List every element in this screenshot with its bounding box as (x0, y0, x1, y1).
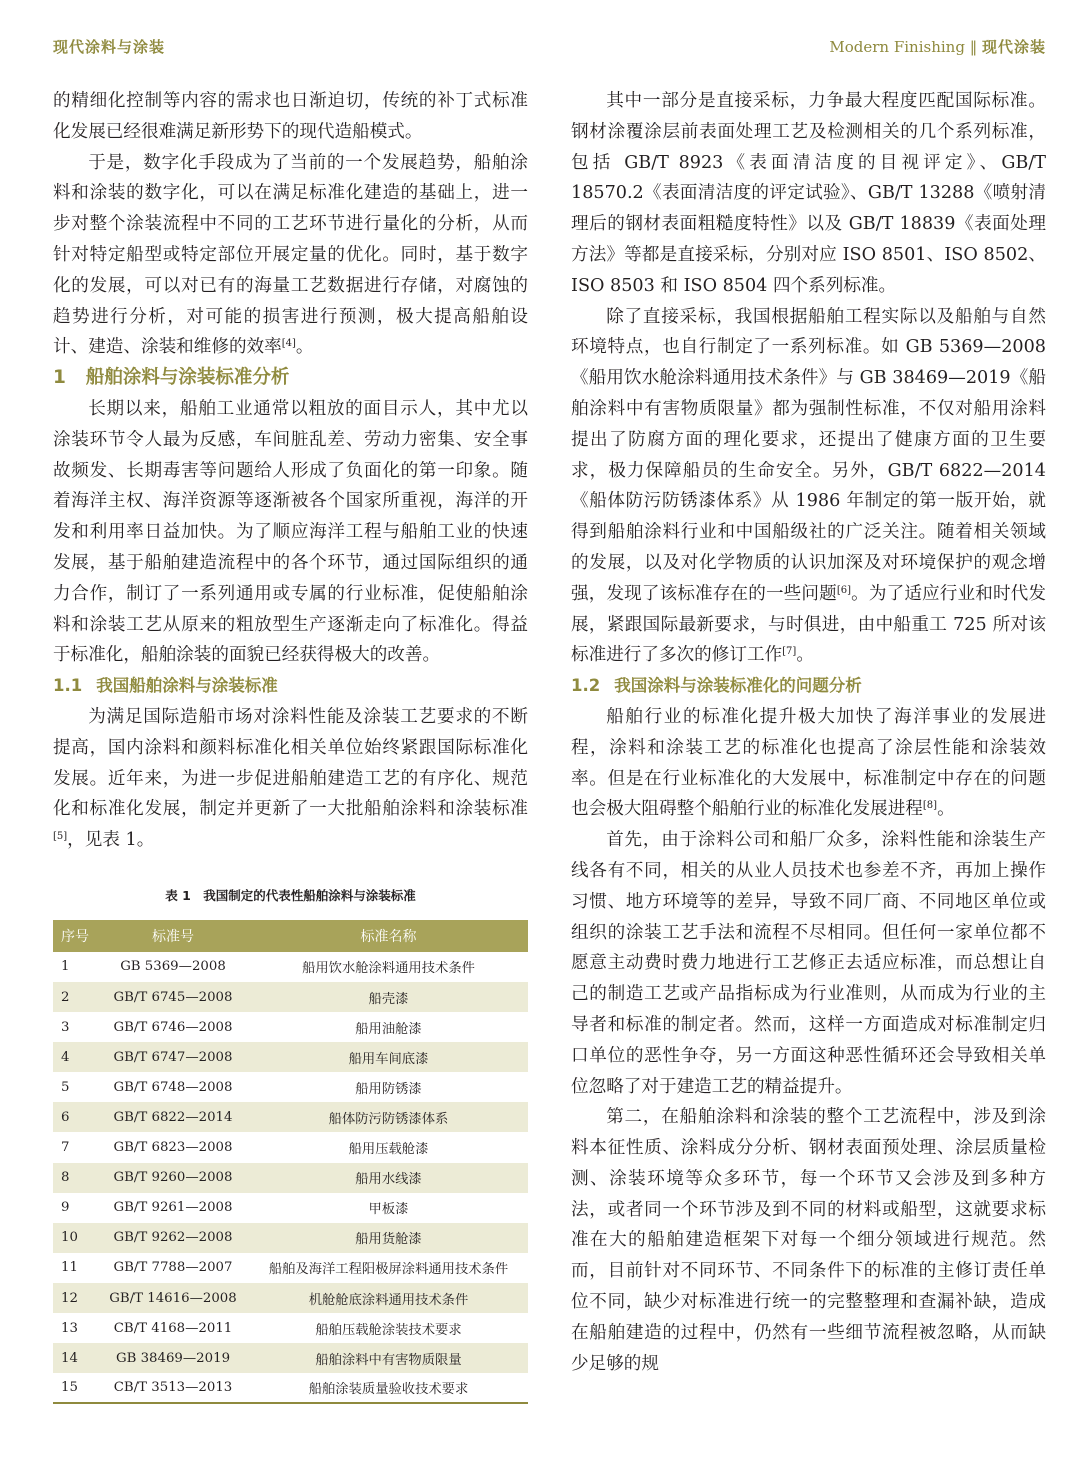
standard-name: 船用车间底漆 (249, 1042, 528, 1072)
standard-name: 船用饮水舱涂料通用技术条件 (302, 961, 475, 977)
row-index: 9 (61, 1200, 70, 1216)
column-header-index: 序号 (53, 920, 97, 952)
header-separator: ‖ (964, 38, 982, 56)
standard-name: 船用压载舱漆 (348, 1142, 429, 1158)
table-row (53, 1223, 528, 1253)
table-caption: 表 1 我国制定的代表性船舶涂料与涂装标准 (165, 887, 416, 903)
paragraph (53, 148, 528, 364)
paragraph-text: 。为了适应行业和时代发展，紧跟国际最新要求，与时俱进，由中船重工 725 所对该标准进行了多次的修订工作 (571, 583, 1046, 666)
paragraph (571, 702, 1046, 825)
standard-name: 船用防锈漆 (355, 1081, 422, 1097)
standard-name: 船体防污防锈漆体系 (249, 1102, 528, 1132)
table-row (53, 982, 528, 1012)
section-title: 船舶涂料与涂装标准分析 (85, 367, 290, 389)
paragraph-text-end: ，见表 1。 (67, 830, 155, 851)
standard-name: 船舶涂装质量验收技术要求 (249, 1373, 528, 1403)
standard-name: 船用水线漆 (249, 1163, 528, 1193)
table-row (53, 1343, 528, 1373)
table-row (53, 1313, 528, 1343)
table-row (53, 1193, 528, 1223)
row-index: 7 (61, 1140, 70, 1156)
row-index: 14 (53, 1343, 97, 1373)
row-index: 11 (61, 1260, 78, 1276)
paragraph-text: 除了直接采标，我国根据船舶工程实际以及船舶与自然环境特点，也自行制定了一系列标准。如 GB 5369—2008《船用饮水舱涂料通用技术条件》与 GB 38469—2019《船舶涂料中有害物质限量》都为强制性标准，不仅对船用涂料提出了防腐方面的理化要求，还提出了健康方面的卫生要求，极力保障船员的生命安全。另外，GB/T 6822—2014《船体防污防锈漆体系》从 1986 年制定的第一版开始，就得到船舶涂料行业和中国船级社的广泛关注。随着相关领域的发展，以及对化学物质的认识加深及对环境保护的观念增强，发现了该标准存在的一些问题 (571, 306, 1046, 604)
standard-name: 机舱舱底涂料通用技术条件 (249, 1283, 528, 1313)
standard-code: GB 38469—2019 (97, 1343, 249, 1373)
table-row (53, 1012, 528, 1042)
paragraph-text-end: 。 (295, 337, 314, 358)
row-index: 8 (53, 1163, 97, 1193)
standard-name: 船用货舱漆 (249, 1223, 528, 1253)
standard-code: GB/T 9260—2008 (97, 1163, 249, 1193)
standard-code: CB/T 3513—2013 (97, 1373, 249, 1403)
table-row (53, 1072, 528, 1102)
row-index: 10 (53, 1223, 97, 1253)
right-column (571, 86, 1046, 1379)
row-index: 13 (61, 1320, 78, 1336)
subsection-title: 我国涂料与涂装标准化的问题分析 (614, 676, 862, 696)
subsection-number: 1.2 (571, 676, 601, 696)
table-row (53, 1102, 528, 1132)
citation: [4] (281, 338, 296, 350)
standard-code: GB/T 6823—2008 (113, 1140, 233, 1156)
standard-code: GB/T 6746—2008 (113, 1019, 233, 1035)
subsection-heading (571, 671, 1046, 702)
column-header-name: 标准名称 (249, 920, 528, 952)
standard-name: 船舶涂料中有害物质限量 (249, 1343, 528, 1373)
row-index: 1 (61, 959, 70, 975)
paragraph-text-end: 。 (796, 645, 814, 666)
row-index: 2 (53, 982, 97, 1012)
standard-code: GB/T 9261—2008 (113, 1200, 233, 1216)
row-index: 6 (53, 1102, 97, 1132)
paragraph: 的精细化控制等内容的需求也日渐迫切，传统的补丁式标准化发展已经很难满足新形势下的现代造船模式。 (53, 91, 528, 142)
subsection-title: 我国船舶涂料与涂装标准 (96, 676, 278, 696)
paragraph: 长期以来，船舶工业通常以粗放的面目示人，其中尤以涂装环节令人最为反感，车间脏乱差、劳动力密集、安全事故频发、长期毒害等问题给人形成了负面化的第一印象。随着海洋主权、海洋资源等逐渐被各个国家所重视，海洋的开发和利用率日益加快。为了顺应海洋工程与船舶工业的快速发展，基于船舶建造流程中的各个环节，通过国际组织的通力合作，制订了一系列通用或专属的行业标准，促使船舶涂料和涂装工艺从原来的粗放型生产逐渐走向了标准化。得益于标准化，船舶涂装的面貌已经获得极大的改善。 (53, 398, 528, 666)
paragraph-text: 船舶行业的标准化提升极大加快了海洋事业的发展进程，涂料和涂装工艺的标准化也提高了涂层性能和涂装效率。但是在行业标准化的大发展中，标准制定中存在的问题也会极大阻碍整个船舶行业的标准化发展进程 (571, 706, 1046, 820)
standard-name: 船壳漆 (249, 982, 528, 1012)
table-row (53, 1132, 528, 1162)
paragraph: 其中一部分是直接采标，力争最大程度匹配国际标准。钢材涂覆涂层前表面处理工艺及检测相关的几个系列标准，包括 GB/T 8923《表面清洁度的目视评定》、GB/T 18570.2《表面清洁度的评定试验》、GB/T 13288《喷射清理后的钢材表面粗糙度特性》以及 GB/T 18839《表面处理方法》等都是直接采标，分别对应 ISO 8501、ISO 8502、ISO 8503 和 ISO 8504 四个系列标准。 (571, 91, 1047, 296)
table-row (53, 952, 528, 982)
table-row (53, 1283, 528, 1313)
standard-code: GB/T 7788—2007 (113, 1260, 233, 1276)
table-row (53, 1163, 528, 1193)
row-index: 4 (53, 1042, 97, 1072)
journal-title-right (829, 36, 1046, 57)
standard-code: GB/T 6745—2008 (97, 982, 249, 1012)
table-row (53, 1253, 528, 1283)
citation: [5] (53, 831, 68, 843)
row-index: 3 (61, 1019, 70, 1035)
standard-name: 船用油舱漆 (355, 1021, 422, 1037)
column-header-code: 标准号 (97, 920, 249, 952)
table-row (53, 1042, 528, 1072)
table-header-row (53, 920, 528, 952)
paragraph (571, 302, 1046, 672)
paragraph (53, 702, 528, 856)
paragraph-text-end: 。 (937, 799, 955, 820)
table-body (53, 952, 528, 1403)
paragraph: 首先，由于涂料公司和船厂众多，涂料性能和涂装生产线各有不同，相关的从业人员技术也参差不齐，再加上操作习惯、地方环境等的差异，导致不同厂商、不同地区单位或组织的涂装工艺手法和流程不尽相同。但任何一家单位都不愿意主动费时费力地进行工艺修正去适应标准，而总想让自己的制造工艺或产品指标成为行业准则，从而成为行业的主导者和标准的制定者。然而，这样一方面造成对标准制定归口单位的恶性争夺，另一方面这种恶性循环还会导致相关单位忽略了对于建造工艺的精益提升。 (571, 830, 1046, 1097)
left-column (53, 86, 528, 1404)
section-number: 1 (53, 367, 66, 389)
standard-code: GB/T 6748—2008 (113, 1079, 233, 1095)
table-row (53, 1373, 528, 1403)
section-heading (53, 363, 528, 394)
citation: [8] (922, 800, 938, 812)
journal-title-cn: 现代涂装 (981, 38, 1046, 56)
journal-title-en: Modern Finishing (829, 38, 965, 56)
paragraph: 第二，在船舶涂料和涂装的整个工艺流程中，涉及到涂料本征性质、涂料成分分析、钢材表面预处理、涂层质量检测、涂装环境等众多环节，每一个环节又会涉及到多种方法，或者同一个环节涉及到不同的材料或船型，这就要求标准在大的船舶建造框架下对每一个细分领域进行规范。然而，目前针对不同环节、不同条件下的标准的主修订责任单位不同，缺少对标准进行统一的完整整理和查漏补缺，造成在船舶建造的过程中，仍然有一些细节流程被忽略，从而缺少足够的规 (571, 1107, 1046, 1374)
paragraph-text: 于是，数字化手段成为了当前的一个发展趋势，船舶涂料和涂装的数字化，可以在满足标准化建造的基础上，进一步对整个涂装流程中不同的工艺环节进行量化的分析，从而针对特定船型或特定部位开展定量的优化。同时，基于数字化的发展，可以对已有的海量工艺数据进行存储，对腐蚀的趋势进行分析，对可能的损害进行预测，极大提高船舶设计、建造、涂装和维修的效率 (53, 152, 528, 358)
row-index: 12 (53, 1283, 97, 1313)
standard-code: GB/T 6822—2014 (97, 1102, 249, 1132)
standard-name: 船舶及海洋工程阳极屏涂料通用技术条件 (268, 1262, 509, 1278)
citation: [7] (782, 646, 797, 658)
journal-title: 现代涂料与涂装 (53, 38, 166, 56)
citation: [6] (836, 584, 852, 596)
standard-name: 船舶压载舱涂装技术要求 (315, 1322, 462, 1338)
standards-table (53, 920, 528, 1404)
standard-code: GB/T 14616—2008 (97, 1283, 249, 1313)
standard-code: CB/T 4168—2011 (113, 1320, 233, 1336)
row-index: 5 (61, 1079, 70, 1095)
row-index: 15 (53, 1373, 97, 1403)
paragraph-text: 为满足国际造船市场对涂料性能及涂装工艺要求的不断提高，国内涂料和颜料标准化相关单位始终紧跟国际标准化发展。近年来，为进一步促进船舶建造工艺的有序化、规范化和标准化发展，制定并更新了一大批船舶涂料和涂装标准 (53, 706, 528, 820)
subsection-number: 1.1 (53, 676, 83, 696)
standard-code: GB/T 6747—2008 (97, 1042, 249, 1072)
standard-code: GB 5369—2008 (120, 959, 226, 975)
standard-name: 甲板漆 (368, 1202, 409, 1218)
subsection-heading (53, 671, 528, 702)
standard-code: GB/T 9262—2008 (97, 1223, 249, 1253)
